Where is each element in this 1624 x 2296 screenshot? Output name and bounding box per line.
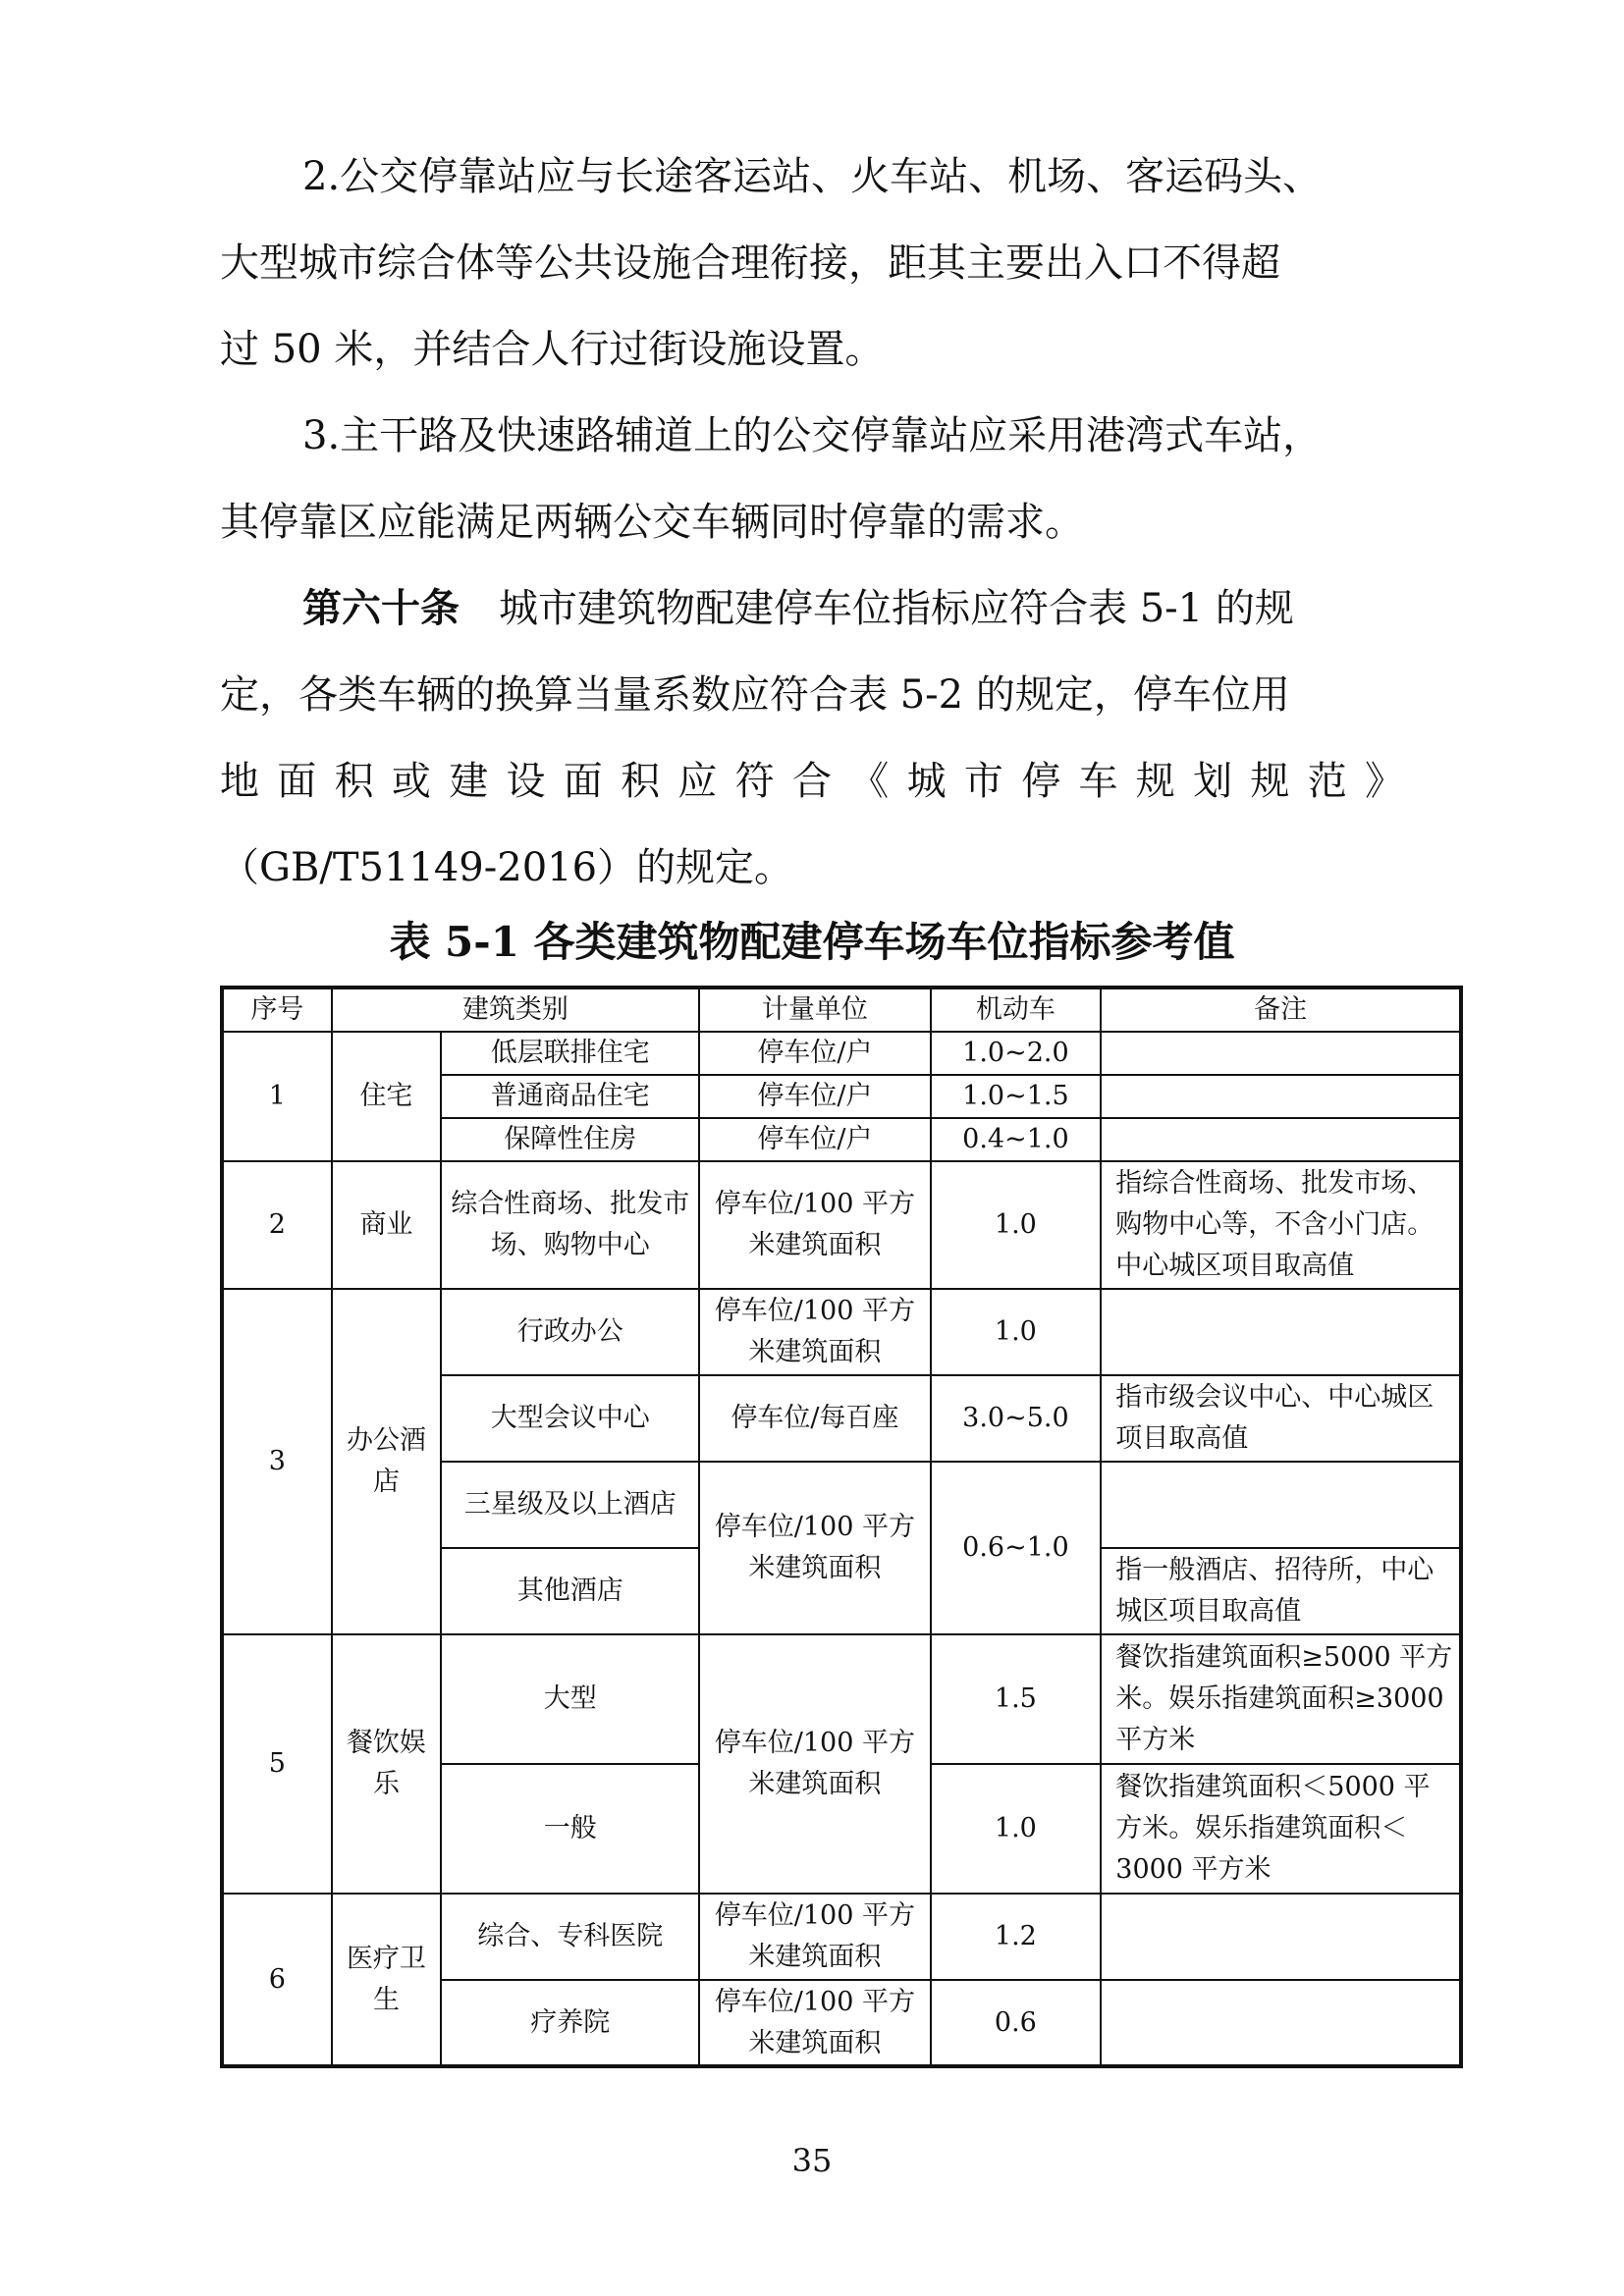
row-unit: 停车位/户 (699, 1075, 930, 1118)
row-subtype: 三星级及以上酒店 (441, 1462, 699, 1548)
row-unit: 停车位/100 平方米建筑面积 (699, 1289, 930, 1375)
row-unit: 停车位/户 (699, 1118, 930, 1161)
row-subtype: 疗养院 (441, 1980, 699, 2066)
row-note: 指市级会议中心、中心城区项目取高值 (1101, 1375, 1461, 1462)
row-note (1101, 1032, 1461, 1075)
row-note (1101, 1075, 1461, 1118)
row-subtype: 保障性住房 (441, 1118, 699, 1161)
row-note: 指一般酒店、招待所，中心城区项目取高值 (1101, 1548, 1461, 1634)
row-category: 住宅 (332, 1032, 442, 1161)
row-no: 3 (222, 1289, 332, 1634)
row-subtype: 综合性商场、批发市场、购物中心 (441, 1161, 699, 1289)
header-type: 建筑类别 (332, 988, 700, 1032)
row-note (1101, 1894, 1461, 1980)
row-note: 指综合性商场、批发市场、购物中心等，不含小门店。中心城区项目取高值 (1101, 1161, 1461, 1289)
text-line (220, 565, 1404, 652)
row-motor: 1.0 (931, 1289, 1102, 1375)
row-subtype: 大型 (441, 1634, 699, 1764)
row-unit: 停车位/100 平方米建筑面积 (699, 1634, 930, 1894)
header-note: 备注 (1101, 988, 1461, 1032)
row-note (1101, 1462, 1461, 1548)
row-unit: 停车位/每百座 (699, 1375, 930, 1462)
row-category: 商业 (332, 1161, 442, 1289)
row-no: 6 (222, 1894, 332, 2066)
text-line: （GB/T51149-2016）的规定。 (220, 845, 794, 890)
row-no: 5 (222, 1634, 332, 1894)
row-unit: 停车位/户 (699, 1032, 930, 1075)
article-heading: 第六十条 (302, 585, 460, 631)
row-unit: 停车位/100 平方米建筑面积 (699, 1894, 930, 1980)
parking-index-table (220, 986, 1463, 2068)
text-line: 地面积或建设面积应符合《城市停车规划规范》 (220, 759, 1404, 804)
table-row (222, 1289, 1461, 1375)
table-header-row (222, 988, 1461, 1032)
paragraph-bus-stop-connection (220, 133, 1404, 393)
row-category: 餐饮娱乐 (332, 1634, 442, 1894)
row-motor: 1.0 (931, 1764, 1102, 1894)
row-motor: 1.0 (931, 1161, 1102, 1289)
header-unit: 计量单位 (699, 988, 930, 1032)
row-subtype: 行政办公 (441, 1289, 699, 1375)
row-motor: 1.5 (931, 1634, 1102, 1764)
row-motor: 1.0~2.0 (931, 1032, 1102, 1075)
row-unit: 停车位/100 平方米建筑面积 (699, 1462, 930, 1634)
row-motor: 1.2 (931, 1894, 1102, 1980)
text-line: 2.公交停靠站应与长途客运站、火车站、机场、客运码头、 (302, 154, 1323, 199)
row-motor: 0.6~1.0 (931, 1462, 1102, 1634)
page-number: 35 (791, 2142, 833, 2179)
table-row (222, 1634, 1461, 1764)
row-subtype: 低层联排住宅 (441, 1032, 699, 1075)
row-no: 1 (222, 1032, 332, 1161)
row-no: 2 (222, 1161, 332, 1289)
article-sixty (220, 565, 1404, 911)
text-line: 过 50 米，并结合人行过街设施设置。 (220, 327, 885, 372)
row-note (1101, 1289, 1461, 1375)
text-line: 其停靠区应能满足两辆公交车辆同时停靠的需求。 (220, 500, 1084, 545)
row-subtype: 大型会议中心 (441, 1375, 699, 1462)
table-title: 表 5-1 各类建筑物配建停车场车位指标参考值 (389, 918, 1235, 966)
paragraph-harbor-bus-stop (220, 393, 1404, 565)
text-line: 大型城市综合体等公共设施合理衔接，距其主要出入口不得超 (220, 240, 1280, 286)
row-subtype: 普通商品住宅 (441, 1075, 699, 1118)
row-motor: 3.0~5.0 (931, 1375, 1102, 1462)
row-note: 餐饮指建筑面积≥5000 平方米。娱乐指建筑面积≥3000 平方米 (1101, 1634, 1461, 1764)
header-no: 序号 (222, 988, 332, 1032)
row-motor: 0.6 (931, 1980, 1102, 2066)
table-row (222, 1032, 1461, 1075)
row-motor: 1.0~1.5 (931, 1075, 1102, 1118)
text-line: 定，各类车辆的换算当量系数应符合表 5-2 的规定，停车位用 (220, 672, 1290, 718)
table-row (222, 1161, 1461, 1289)
row-subtype: 综合、专科医院 (441, 1894, 699, 1980)
header-motor: 机动车 (931, 988, 1102, 1032)
row-unit: 停车位/100 平方米建筑面积 (699, 1161, 930, 1289)
row-category: 办公酒店 (332, 1289, 442, 1634)
row-note (1101, 1980, 1461, 2066)
row-category: 医疗卫生 (332, 1894, 442, 2066)
row-note: 餐饮指建筑面积＜5000 平方米。娱乐指建筑面积＜3000 平方米 (1101, 1764, 1461, 1894)
row-unit: 停车位/100 平方米建筑面积 (699, 1980, 930, 2066)
text-line: 3.主干路及快速路辅道上的公交停靠站应采用港湾式车站， (302, 413, 1323, 458)
row-motor: 0.4~1.0 (931, 1118, 1102, 1161)
row-subtype: 一般 (441, 1764, 699, 1894)
article-text: 城市建筑物配建停车位指标应符合表 5-1 的规 (499, 586, 1294, 631)
table-row (222, 1894, 1461, 1980)
row-subtype: 其他酒店 (441, 1548, 699, 1634)
row-note (1101, 1118, 1461, 1161)
